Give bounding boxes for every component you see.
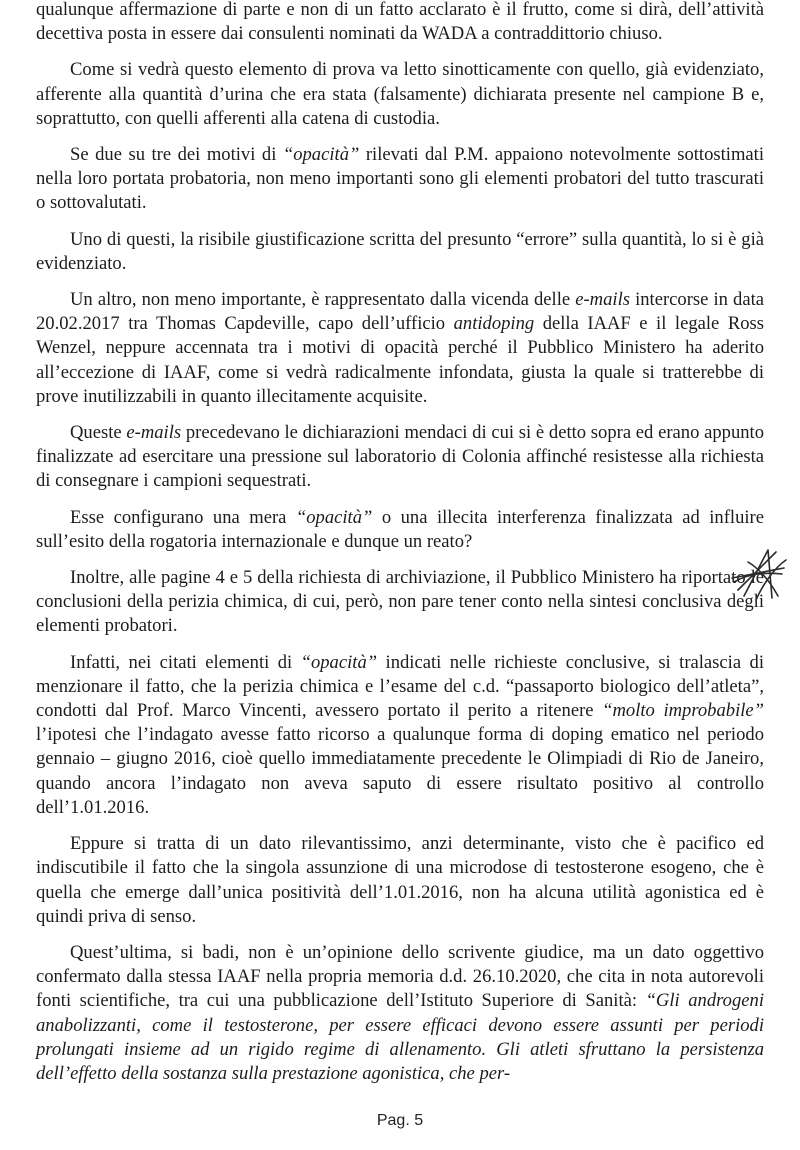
paragraph-4: Uno di questi, la risibile giustificazione scritta del presunto “errore” sulla quantità, lo si è già evidenziato. (36, 228, 764, 274)
paragraph-10: Eppure si tratta di un dato rilevantissimo, anzi determinante, visto che è pacifico ed indiscutibile il fatto che la singola assunzione di una microdose di testosterone esogeno, che è quella che emerge dall’unica positività dell’1.01.2016, non ha alcuna utilità agonistica ed è quindi priva di senso. (36, 833, 764, 927)
paragraph-5: Un altro, non meno importante, è rappresentato dalla vicenda delle e-mails intercorse in data 20.02.2017 tra Thomas Capdeville, capo dell’ufficio antidoping della IAAF e il legale Ross Wenzel, neppure accennata tra i motivi di opacità perché il Pubblico Ministero ha aderito all’eccezione di IAAF, come si vedrà radicalmente infondata, giusta la quale si tratterebbe di prove inutilizzabili in quanto illecitamente acquisite. (36, 289, 765, 407)
paragraph-8: Inoltre, alle pagine 4 e 5 della richiesta di archiviazione, il Pubblico Ministero ha riportato le conclusioni della perizia chimica, di cui, però, non pare tener conto nella sintesi conclusiva degli elementi probatori. (36, 567, 764, 637)
page-number: Pag. 5 (376, 1112, 424, 1129)
paragraph-3: Se due su tre dei motivi di “opacità” rilevati dal P.M. appaiono notevolmente sottostimati nella loro portata probatoria, non meno importanti sono gli elementi probatori del tutto trascurati o sottovalutati. (36, 144, 765, 214)
initials-signature-mark (728, 538, 790, 610)
paragraph-9: Infatti, nei citati elementi di “opacità” indicati nelle richieste conclusive, si tralascia di menzionare il fatto, che la perizia chimica e l’esame del c.d. “passaporto biologico dell’atleta”, condotti dal Prof. Marco Vincenti, avessero portato il perito a ritenere “molto improbabile” l’ipotesi che l’indagato avesse fatto ricorso a qualunque forma di doping ematico nel periodo gennaio – giugno 2016, cioè quello immediatamente precedente le Olimpiadi di Rio de Janeiro, quando ancora l’indagato non aveva saputo di essere risultato positivo al controllo dell’1.01.2016. (36, 651, 764, 818)
paragraph-6: Queste e-mails precedevano le dichiarazioni mendaci di cui si è detto sopra ed erano appunto finalizzate ad esercitare una pressione sul laboratorio di Colonia affinché resistesse alla richiesta di consegnare i campioni sequestrati. (36, 422, 765, 492)
paragraph-2: Come si vedrà questo elemento di prova va letto sinotticamente con quello, già evidenziato, afferente alla quantità d’urina che era stata (falsamente) dichiarata presente nel campione B e, soprattutto, con quelli afferenti alla catena di custodia. (36, 59, 764, 129)
paragraph-7: Esse configurano una mera “opacità” o una illecita interferenza finalizzata ad influire sull’esito della rogatoria internazionale e dunque un reato? (36, 506, 764, 552)
body-text (36, 0, 764, 1098)
paragraph-1: qualunque affermazione di parte e non di un fatto acclarato è il frutto, come si dirà, dell’attività decettiva posta in essere dai consulenti nominati da WADA a contraddittorio chiuso. (36, 0, 764, 45)
paragraph-11: Quest’ultima, si badi, non è un’opinione dello scrivente giudice, ma un dato oggettivo confermato dalla stessa IAAF nella propria memoria d.d. 26.10.2020, che cita in nota autorevoli fonti scientifiche, tra cui una pubblicazione dell’Istituto Superiore di Sanità: “Gli androgeni anabolizzanti, come il testosterone, per essere efficaci devono essere assunti per periodi prolungati insieme ad un rigido regime di allenamento. Gli atleti sfruttano la persistenza dell’effetto della sostanza sulla prestazione agonistica, che per- (36, 941, 764, 1084)
